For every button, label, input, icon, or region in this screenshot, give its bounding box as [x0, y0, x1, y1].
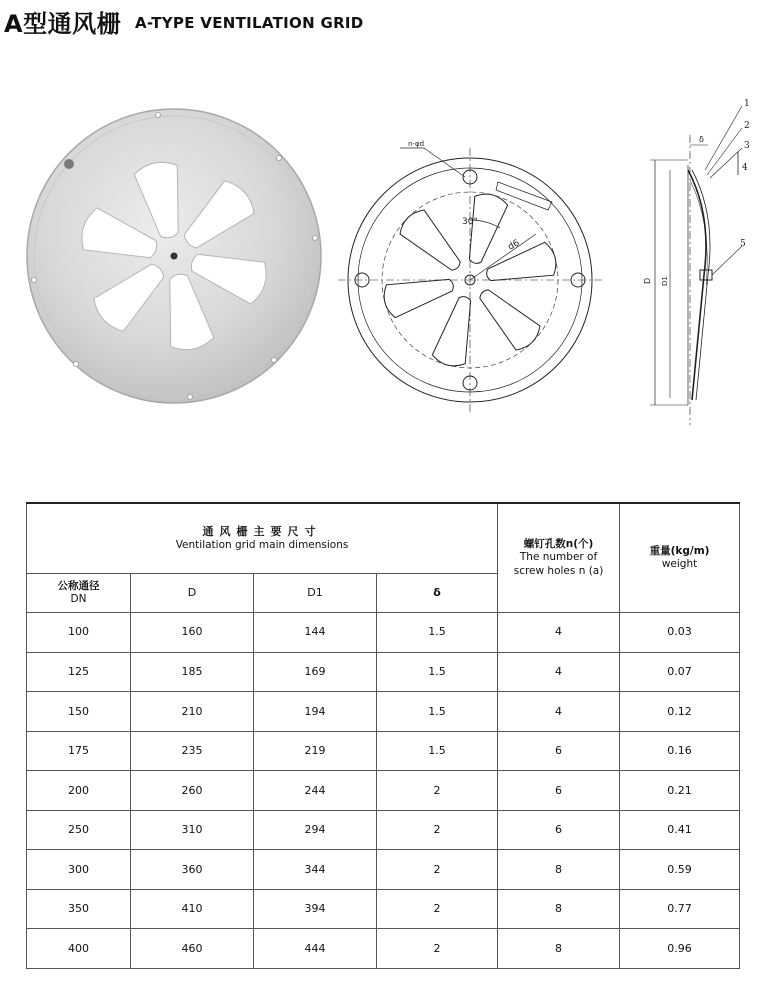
dimensions-header-cn: 通风栅主要尺寸: [202, 525, 322, 539]
cell-weight: 0.12: [620, 692, 740, 732]
dn-header-en: DN: [70, 593, 87, 606]
cell-weight: 0.41: [620, 810, 740, 850]
col-header-delta: δ: [377, 574, 498, 613]
cell-d: 310: [131, 810, 254, 850]
label-delta: δ: [699, 135, 704, 144]
weight-header-en: weight: [661, 558, 698, 570]
callout-3: 3: [744, 141, 750, 151]
screw-holes-header-en-2: screw holes n (a): [513, 564, 604, 577]
screw-holes-header-cn: 螺钉孔数n(个): [523, 538, 594, 551]
cell-weight: 0.16: [620, 731, 740, 771]
cell-d1: 144: [254, 613, 377, 653]
weight-header-cn: 重量(kg/m): [649, 544, 710, 557]
cell-delta: 2: [377, 929, 498, 969]
cell-delta: 1.5: [377, 731, 498, 771]
cell-d1: 169: [254, 652, 377, 692]
cell-delta: 1.5: [377, 652, 498, 692]
label-D: D: [643, 277, 652, 284]
callout-2: 2: [744, 121, 750, 131]
cell-n: 4: [498, 652, 620, 692]
cell-weight: 0.07: [620, 652, 740, 692]
cell-weight: 0.77: [620, 889, 740, 929]
label-D1: D1: [661, 276, 669, 286]
cell-dn: 250: [27, 810, 131, 850]
cell-dn: 175: [27, 731, 131, 771]
page-title-en: A-TYPE VENTILATION GRID: [135, 14, 364, 32]
table-row: [27, 771, 740, 811]
cell-d1: 444: [254, 929, 377, 969]
cell-d: 185: [131, 652, 254, 692]
cell-d: 235: [131, 731, 254, 771]
cell-d1: 394: [254, 889, 377, 929]
cell-delta: 1.5: [377, 692, 498, 732]
cell-d1: 244: [254, 771, 377, 811]
table-row: [27, 692, 740, 732]
dimensions-header: [27, 503, 498, 574]
cell-d: 410: [131, 889, 254, 929]
dn-header: [27, 574, 131, 613]
cell-delta: 2: [377, 771, 498, 811]
cell-d1: 194: [254, 692, 377, 732]
label-angle: 30°: [462, 217, 478, 227]
table-row: [27, 889, 740, 929]
cell-n: 8: [498, 929, 620, 969]
table-row: [27, 850, 740, 890]
section-view-drawing: [650, 106, 742, 425]
cell-d1: 294: [254, 810, 377, 850]
col-header-D1: D1: [254, 574, 377, 613]
dimensions-table: [26, 502, 740, 969]
dimensions-header-en: Ventilation grid main dimensions: [175, 539, 349, 552]
callout-5: 5: [740, 239, 746, 249]
table-row: [27, 652, 740, 692]
table-row: [27, 929, 740, 969]
cell-dn: 125: [27, 652, 131, 692]
cell-dn: 350: [27, 889, 131, 929]
cell-n: 6: [498, 731, 620, 771]
cell-n: 8: [498, 850, 620, 890]
cell-n: 4: [498, 613, 620, 653]
cell-n: 8: [498, 889, 620, 929]
cell-n: 6: [498, 771, 620, 811]
table-row: [27, 731, 740, 771]
cell-delta: 2: [377, 850, 498, 890]
callout-1: 1: [744, 99, 750, 109]
cell-dn: 300: [27, 850, 131, 890]
cell-d: 160: [131, 613, 254, 653]
cell-delta: 1.5: [377, 613, 498, 653]
callout-4: 4: [742, 163, 748, 173]
cell-delta: 2: [377, 810, 498, 850]
cell-weight: 0.59: [620, 850, 740, 890]
cell-weight: 0.03: [620, 613, 740, 653]
front-view-drawing: [338, 148, 602, 412]
table-row: [27, 613, 740, 653]
cell-weight: 0.96: [620, 929, 740, 969]
cell-n: 6: [498, 810, 620, 850]
cell-d: 460: [131, 929, 254, 969]
col-header-D: D: [131, 574, 254, 613]
table-row: [27, 810, 740, 850]
screw-holes-header-en-1: The number of: [519, 551, 598, 564]
cell-d1: 219: [254, 731, 377, 771]
cell-d1: 344: [254, 850, 377, 890]
cell-d: 210: [131, 692, 254, 732]
page-title-cn: A型通风栅: [4, 10, 122, 38]
cell-d: 360: [131, 850, 254, 890]
cell-delta: 2: [377, 889, 498, 929]
cell-dn: 100: [27, 613, 131, 653]
label-diameter: d6: [506, 238, 522, 253]
cell-dn: 150: [27, 692, 131, 732]
label-n-holes: n-φd: [408, 140, 425, 148]
cell-d: 260: [131, 771, 254, 811]
weight-header: [620, 503, 740, 613]
dn-header-cn: 公称通径: [57, 580, 100, 593]
cell-n: 4: [498, 692, 620, 732]
cell-dn: 400: [27, 929, 131, 969]
cell-weight: 0.21: [620, 771, 740, 811]
cell-dn: 200: [27, 771, 131, 811]
grid-photo: [27, 109, 321, 403]
screw-holes-header: [498, 503, 620, 613]
